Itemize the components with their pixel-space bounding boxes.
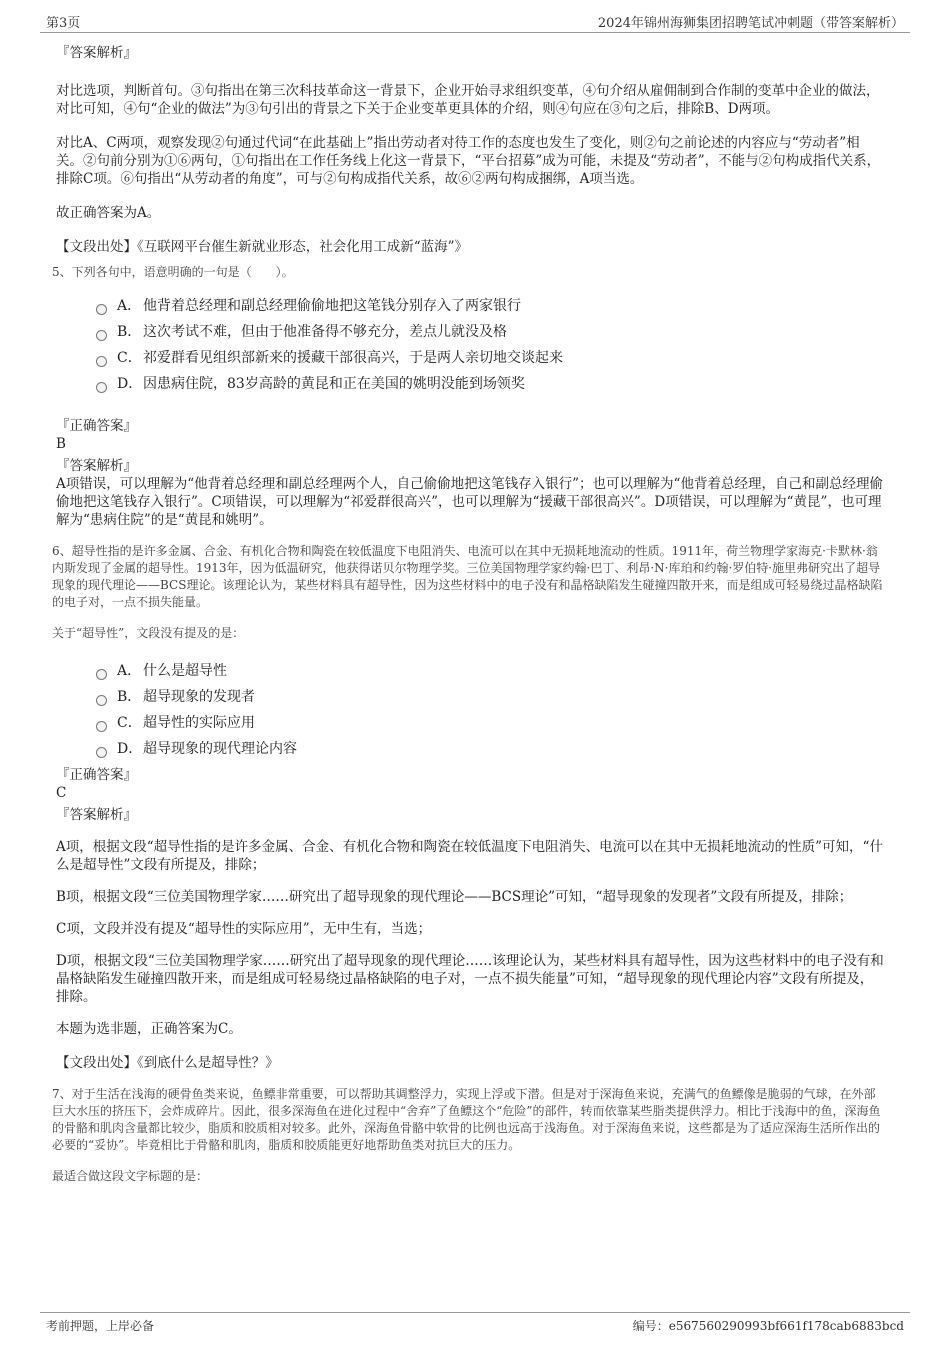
radio-icon[interactable] — [96, 330, 107, 341]
radio-icon[interactable] — [96, 721, 107, 732]
q5-options — [96, 293, 886, 397]
q5-stem: 5、下列各句中，语意明确的一句是（ ）。 — [52, 265, 294, 279]
q4-source: 【文段出处】《互联网平台催生新就业形态，社会化用工成新“蓝海”》 — [56, 239, 469, 255]
q6-options — [96, 658, 886, 762]
q6-passage: 6、超导性指的是许多金属、合金、有机化合物和陶瓷在较低温度下电阻消失、电流可以在其中无损耗地流动的性质。1911年，荷兰物理学家海克·卡默林·翁内斯发现了金属的超导性。1913年，因为低温研究，他获得诺贝尔物理学奖。三位美国物理学家约翰·巴丁、利昂·N·库珀和约翰·罗伯特·施里弗研究出了超导现象的现代理论——BCS理论。该理论认为，某些材料具有超导性，因为这些材料中的电子没有和晶格缺陷发生碰撞四散开来，而是组成可轻易绕过晶格缺陷的电子对，一点不损失能量。 — [52, 544, 883, 609]
option-letter: D． — [117, 741, 143, 757]
option-text: 这次考试不难，但由于他准备得不够充分，差点儿就没及格 — [143, 324, 507, 340]
page-content — [52, 44, 886, 1197]
q6-analysis-d: D项，根据文段“三位美国物理学家……研究出了超导现象的现代理论……该理论认为，某些材料具有超导性，因为这些材料中的电子没有和晶格缺陷发生碰撞四散开来，而是组成可轻易绕过晶格缺陷的电子对，一点不损失能量”可知，“超导现象的现代理论内容”文段有所提及，排除。 — [56, 953, 884, 1005]
option-text: 超导现象的发现者 — [143, 689, 255, 705]
q6-analysis-c: C项，文段并没有提及“超导性的实际应用”，无中生有，当选； — [56, 921, 432, 937]
q5-option-d[interactable] — [96, 371, 886, 397]
q6-option-a[interactable] — [96, 658, 886, 684]
q6-stem: 关于“超导性”，文段没有提及的是： — [52, 626, 245, 640]
option-text: 祁爱群看见组织部新来的援藏干部很高兴，于是两人亲切地交谈起来 — [143, 350, 563, 366]
q6-answer: C — [56, 785, 67, 801]
q6-source: 【文段出处】《到底什么是超导性？》 — [56, 1055, 279, 1071]
option-text: 因患病住院，83岁高龄的黄昆和正在美国的姚明没能到场领奖 — [143, 376, 525, 392]
q7-stem: 最适合做这段文字标题的是： — [52, 1169, 209, 1183]
q6-option-d[interactable] — [96, 736, 886, 762]
page-number: 第3页 — [46, 16, 81, 31]
option-letter: D． — [117, 376, 143, 392]
q5-analysis-label: 『答案解析』 — [56, 458, 137, 474]
option-text: 他背着总经理和副总经理偷偷地把这笔钱分别存入了两家银行 — [143, 298, 521, 314]
q5-option-b[interactable] — [96, 319, 886, 345]
option-letter: C． — [117, 350, 142, 366]
option-letter: A． — [117, 298, 142, 314]
radio-icon[interactable] — [96, 669, 107, 680]
q6-analysis-b: B项，根据文段“三位美国物理学家……研究出了超导现象的现代理论——BCS理论”可知，“超导现象的发现者”文段有所提及，排除； — [56, 889, 853, 905]
page-footer — [40, 1312, 910, 1343]
option-letter: B． — [117, 689, 142, 705]
radio-icon[interactable] — [96, 382, 107, 393]
q5-option-a[interactable] — [96, 293, 886, 319]
q4-analysis-label: 『答案解析』 — [56, 45, 137, 61]
q6-analysis-a: A项，根据文段“超导性指的是许多金属、合金、有机化合物和陶瓷在较低温度下电阻消失、电流可以在其中无损耗地流动的性质”可知，“什么是超导性”文段有所提及，排除； — [56, 839, 883, 873]
q4-analysis-p1: 对比选项，判断首句。③句指出在第三次科技革命这一背景下，企业开始寻求组织变革，④句介绍从雇佣制到合作制的变革中企业的做法，对比可知，④句“企业的做法”为③句引出的背景之下关于企业变革更具体的介绍，则④句应在③句之后，排除B、D两项。 — [56, 83, 880, 117]
option-letter: C． — [117, 715, 142, 731]
option-letter: A． — [117, 663, 142, 679]
radio-icon[interactable] — [96, 304, 107, 315]
q4-analysis-p2: 对比A、C两项，观察发现②句通过代词“在此基础上”指出劳动者对待工作的态度也发生了变化，则②句之前论述的内容应与“劳动者”相关。②句前分别为①⑥两句，①句指出在工作任务线上化这一背景下，“平台招募”成为可能，未提及“劳动者”，不能与②句构成指代关系，排除C项。⑥句指出“从劳动者的角度”，可与②句构成指代关系，故⑥②两句构成捆绑，A项当选。 — [56, 135, 881, 187]
q5-analysis: A项错误，可以理解为“他背着总经理和副总经理两个人，自己偷偷地把这笔钱存入银行”；也可以理解为“他背着总经理，自己和副总经理偷偷地把这笔钱存入银行”。C项错误，可以理解为“祁爱群很高兴”，也可以理解为“援藏干部很高兴”。D项错误，可以理解为“黄昆”，也可理解为“患病住院”的是“黄昆和姚明”。 — [56, 476, 883, 528]
document-id: 编号：e567560290993bf661f178cab6883bcd — [632, 1319, 904, 1333]
q5-answer-label: 『正确答案』 — [56, 418, 137, 434]
q5-option-c[interactable] — [96, 345, 886, 371]
footer-slogan: 考前押题，上岸必备 — [46, 1319, 155, 1333]
page-header — [40, 0, 910, 33]
q6-conclusion: 本题为选非题，正确答案为C。 — [56, 1021, 242, 1037]
option-letter: B． — [117, 324, 142, 340]
option-text: 超导性的实际应用 — [143, 715, 255, 731]
q6-analysis-label: 『答案解析』 — [56, 807, 137, 823]
document-title: 2024年锦州海狮集团招聘笔试冲刺题（带答案解析） — [597, 16, 904, 31]
q4-analysis-conclusion: 故正确答案为A。 — [56, 205, 161, 221]
option-text: 什么是超导性 — [143, 663, 227, 679]
radio-icon[interactable] — [96, 695, 107, 706]
q6-option-c[interactable] — [96, 710, 886, 736]
q6-answer-label: 『正确答案』 — [56, 767, 137, 783]
q7-passage: 7、对于生活在浅海的硬骨鱼类来说，鱼鳔非常重要，可以帮助其调整浮力，实现上浮或下潜。但是对于深海鱼来说，充满气的鱼鳔像是脆弱的气球，在外部巨大水压的挤压下，会炸成碎片。因此，很多深海鱼在进化过程中“舍弃”了鱼鳔这个“危险”的部件，转而依靠某些脂类提供浮力。相比于浅海中的鱼，深海鱼的骨骼和肌肉含量都比较少，脂质和胶质相对较多。此外，深海鱼骨骼中软骨的比例也远高于浅海鱼。对于深海鱼来说，这些都是为了适应深海生活所作出的必要的“妥协”。毕竟相比于骨骼和肌肉，脂质和胶质能更好地帮助鱼类对抗巨大的压力。 — [52, 1087, 881, 1152]
option-text: 超导现象的现代理论内容 — [143, 741, 297, 757]
radio-icon[interactable] — [96, 356, 107, 367]
q6-option-b[interactable] — [96, 684, 886, 710]
q5-answer: B — [56, 436, 66, 452]
radio-icon[interactable] — [96, 747, 107, 758]
